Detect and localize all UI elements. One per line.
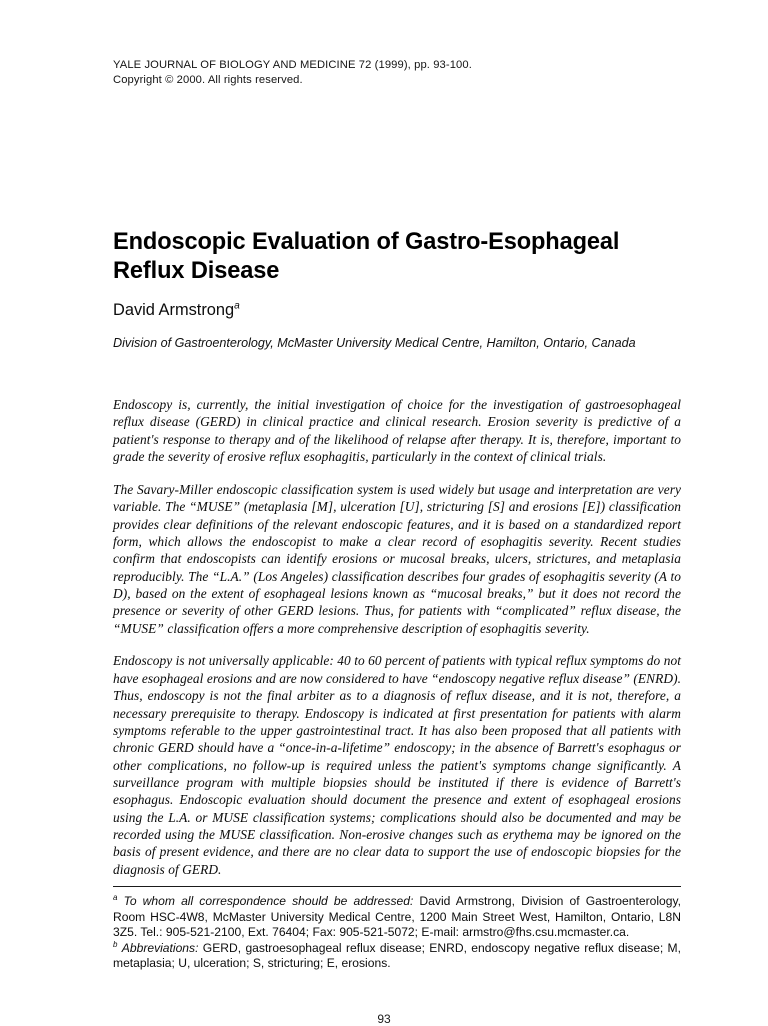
footnote-a (113, 894, 681, 941)
abstract-paragraph-2: The Savary-Miller endoscopic classification system is used widely but usage and interpretation are very variable. The “MUSE” (metaplasia [M], ulceration [U], stricturing [S] and erosions [E]) classification provides clear definitions of the relevant endoscopic features, and it is based on a standardized report form, which allows the endoscopist to make a clear record of esophagitis severity. Recent studies confirm that endoscopists can identify erosions or mucosal breaks, ulcers, strictures, and metaplasia reproducibly. The “L.A.” (Los Angeles) classification describes four grades of esophagitis severity (A to D), based on the extent of esophageal lesions known as “mucosal breaks,” but it does not record the presence or severity of other GERD lesions. Thus, for patients with “complicated” reflux disease, the “MUSE” classification offers a more comprehensive description of esophagitis severity. (113, 481, 681, 636)
footnote-a-text: David Armstrong, Division of Gastroenterology, Room HSC-4W8, McMaster University Medical Centre, 1200 Main Street West, Hamilton, Ontario, L8N 3Z5. Tel.: 905-521-2100, Ext. 76404; Fax: 905-521-5072; E-mail: armstro@fhs.csu.mcmaster.ca. (113, 894, 681, 940)
footnote-b-lead: Abbreviations: (121, 940, 199, 955)
author-footnote-marker: a (234, 300, 240, 312)
author-name (113, 300, 681, 320)
abstract-paragraph-3: Endoscopy is not universally applicable: 40 to 60 percent of patients with typical reflux symptoms do not have esophageal erosions and are now considered to have “endoscopy negative reflux disease” (ENRD). Thus, endoscopy is not the final arbiter as to a diagnosis of reflux disease, and it is not, therefore, a necessary prerequisite to therapy. Endoscopy is indicated at first presentation for patients with alarm symptoms referable to the upper gastrointestinal tract. It has also been proposed that all patients with chronic GERD should have a “once-in-a-lifetime” endoscopy; in the absence of Barrett's esophagus or other complications, no follow-up is required unless the patient's symptoms change significantly. A surveillance program with multiple biopsies should be instituted if there is evidence of Barrett's esophagus. Endoscopic evaluation should document the presence and extent of esophageal erosions using the L.A. or MUSE classification systems; complications should also be documented and may be recorded using the MUSE classification. Non-erosive changes such as erythema may be ignored on the basis of present evidence, and there are no clear data to support the use of endoscopic biopsies for the diagnosis of GERD. (113, 653, 681, 877)
footnote-b-text: GERD, gastroesophageal reflux disease; ENRD, endoscopy negative reflux disease; M, metaplasia; U, ulceration; S, stricturing; E, erosions. (113, 940, 681, 971)
page-number: 93 (377, 1012, 391, 1026)
copyright-line: Copyright © 2000. All rights reserved. (113, 73, 303, 86)
footnote-divider (113, 886, 681, 887)
abstract (113, 396, 681, 878)
page-title: Endoscopic Evaluation of Gastro-Esophageal Reflux Disease (113, 228, 620, 284)
author-name-text: David Armstrong (113, 301, 235, 319)
footnotes (113, 894, 681, 972)
abstract-paragraph-1: Endoscopy is, currently, the initial investigation of choice for the investigation of gastroesophageal reflux disease (GERD) in clinical practice and clinical research. Erosion severity is predictive of a patient's response to therapy and of the likelihood of relapse after therapy. It is, therefore, important to grade the severity of erosive reflux esophagitis, particularly in the context of clinical trials. (113, 397, 681, 465)
journal-header (113, 58, 681, 87)
footnote-a-marker: a (113, 892, 118, 902)
author-affiliation: Division of Gastroenterology, McMaster University Medical Centre, Hamilton, Ontario, Canada (113, 336, 636, 350)
journal-citation-line: YALE JOURNAL OF BIOLOGY AND MEDICINE 72 (1999), pp. 93-100. (113, 59, 472, 71)
footnote-b (113, 941, 681, 972)
footnote-b-marker: b (113, 939, 118, 949)
footnote-a-lead: To whom all correspondence should be addressed: (123, 894, 414, 908)
